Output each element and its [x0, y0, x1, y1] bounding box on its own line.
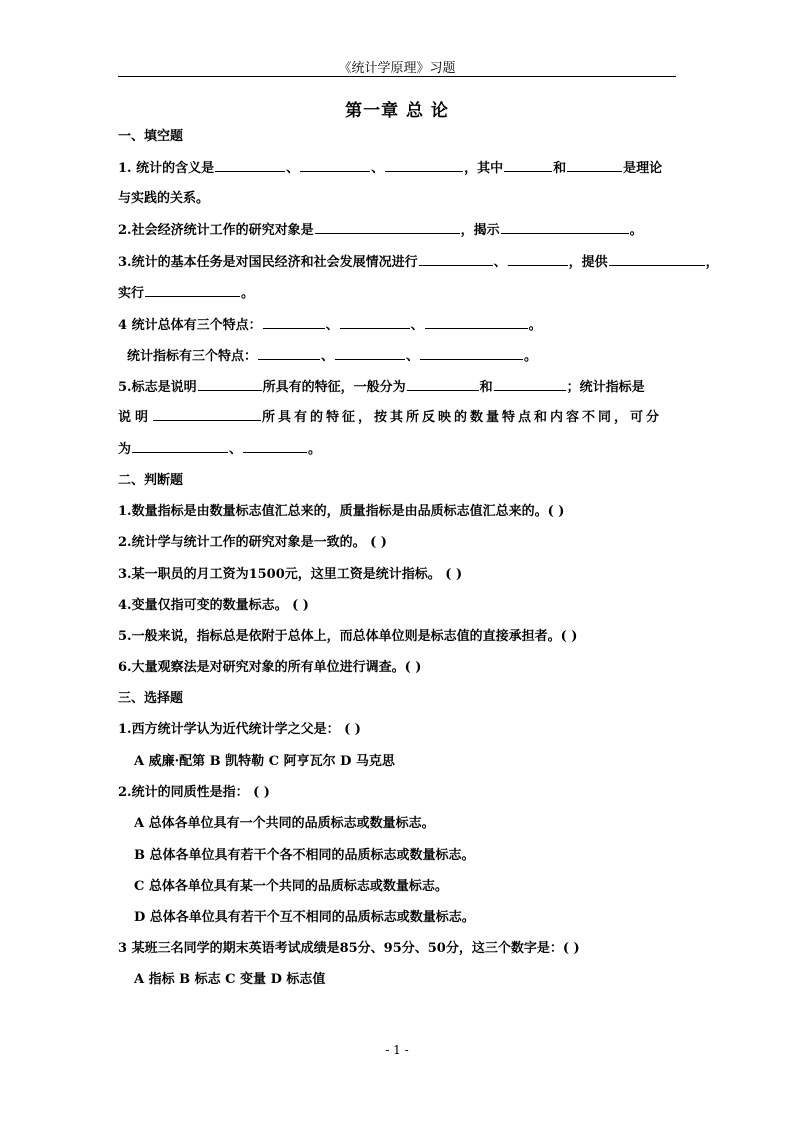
choice-q1-options: A 威廉·配第 B 凯特勒 C 阿亨瓦尔 D 马克思 [134, 754, 395, 769]
blank [335, 358, 405, 360]
judge-q6: 6.大量观察法是对研究对象的所有单位进行调查。( ) [118, 660, 422, 675]
judge-q5: 5.一般来说，指标总是依附于总体上，而总体单位则是标志值的直接承担者。( ) [118, 629, 578, 644]
page-number: - 1 - [385, 1043, 409, 1057]
blank [504, 170, 552, 172]
judge-q1: 1.数量指标是由数量标志值汇总来的，质量指标是由品质标志值汇总来的。( ) [118, 504, 565, 519]
blank [501, 232, 629, 234]
choice-q2-option-b: B 总体各单位具有若干个各不相同的品质标志或数量标志。 [134, 848, 475, 863]
blank [420, 358, 523, 360]
chapter-title: 第一章 总 论 [345, 101, 449, 121]
blank [145, 295, 240, 297]
section-multiple-choice: 三、选择题 [118, 691, 184, 706]
blank [494, 389, 566, 391]
blank [407, 389, 479, 391]
judge-q2: 2.统计学与统计工作的研究对象是一致的。 ( ) [118, 535, 387, 550]
choice-q1: 1.西方统计学认为近代统计学之父是： ( ) [118, 722, 361, 737]
fill-q2: 2.社会经济统计工作的研究对象是 ，揭示 。 [118, 223, 643, 238]
fill-q1-line1: 1. 统计的含义是 、 、 ，其中 和 是理论 [118, 161, 663, 176]
choice-q3-options: A 指标 B 标志 C 变量 D 标志值 [134, 972, 326, 987]
blank [340, 327, 410, 329]
blank [315, 232, 460, 234]
blank [215, 170, 285, 172]
blank [300, 170, 370, 172]
fill-q4-line1: 4 统计总体有三个特点： 、 、 。 [118, 318, 542, 333]
fill-q1-line2: 与实践的关系。 [118, 191, 210, 206]
blank [508, 264, 568, 266]
fill-q5-line2: 说明 所具有的特征，按其所反映的数量特点和内容不同，可分 [118, 410, 663, 425]
blank [198, 389, 262, 391]
blank [263, 327, 325, 329]
running-header: 《统计学原理》习题 [338, 61, 456, 76]
choice-q2: 2.统计的同质性是指： ( ) [118, 785, 270, 800]
blank [385, 170, 463, 172]
header-rule [118, 76, 676, 77]
blank [567, 170, 622, 172]
blank [258, 358, 320, 360]
fill-q5-line3: 为 、 。 [118, 442, 322, 457]
judge-q4: 4.变量仅指可变的数量标志。 ( ) [118, 598, 309, 613]
fill-q5-line1: 5.标志是说明 所具有的特征，一般分为 和 ；统计指标是 [118, 380, 645, 395]
choice-q3: 3 某班三名同学的期末英语考试成绩是85分、95分、50分，这三个数字是：( ) [118, 941, 580, 956]
blank [243, 451, 307, 453]
section-fill-blank: 一、填空题 [118, 129, 184, 144]
fill-q3-line2: 实行 。 [118, 286, 255, 301]
choice-q2-option-a: A 总体各单位具有一个共同的品质标志或数量标志。 [134, 816, 435, 831]
fill-q3-line1: 3.统计的基本任务是对国民经济和社会发展情况进行 、 ，提供 ， [118, 255, 719, 270]
choice-q2-option-d: D 总体各单位具有若干个互不相同的品质标志或数量标志。 [134, 910, 475, 925]
choice-q2-option-c: C 总体各单位具有某一个共同的品质标志或数量标志。 [134, 879, 448, 894]
judge-q3: 3.某一职员的月工资为1500元，这里工资是统计指标。 ( ) [118, 567, 463, 582]
blank [153, 419, 261, 421]
blank [425, 327, 528, 329]
fill-q4-line2: 统计指标有三个特点： 、 、 。 [127, 349, 538, 364]
blank [132, 451, 228, 453]
blank [609, 264, 705, 266]
section-true-false: 二、判断题 [118, 473, 184, 488]
blank [419, 264, 493, 266]
